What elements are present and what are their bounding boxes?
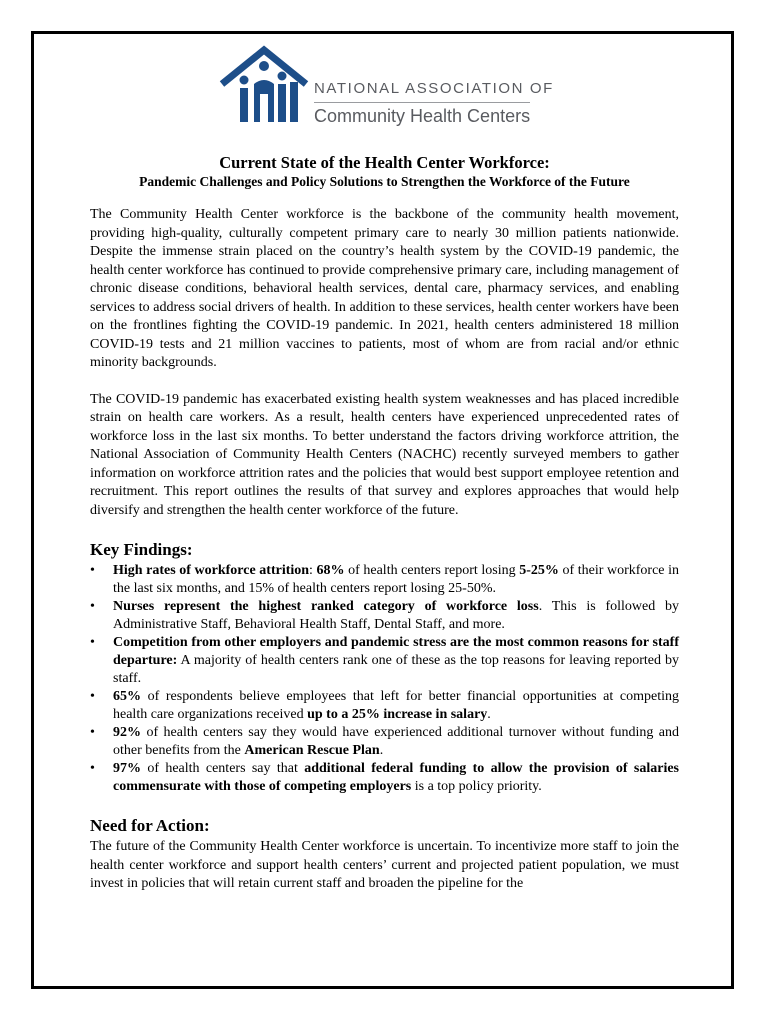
document-body	[90, 153, 679, 894]
list-item: • 92% of health centers say they would have experienced additional turnover without funding and other benefits from the American Rescue Plan.	[90, 724, 679, 760]
page-title: Current State of the Health Center Workforce:	[219, 153, 550, 172]
logo-line-1: NATIONAL ASSOCIATION OF	[314, 80, 554, 97]
list-item: • Nurses represent the highest ranked category of workforce loss. This is followed by Administrative Staff, Behavioral Health Staff, Dental Staff, and more.	[90, 598, 679, 634]
list-item: • 97% of health centers say that additional federal funding to allow the provision of salaries commensurate with those of competing employers is a top policy priority.	[90, 760, 679, 796]
need-for-action-heading: Need for Action:	[90, 816, 210, 835]
nachc-logo	[218, 44, 554, 130]
key-findings-list	[90, 562, 679, 796]
house-family-icon	[218, 44, 310, 130]
intro-paragraph: The Community Health Center workforce is the backbone of the community health movement, providing high-quality, culturally competent primary care to nearly 30 million patients nationwide. Despite the immense strain placed on the country’s health system by the COVID-19 pandemic, the health center workforce has continued to provide comprehensive primary care, including management of chronic disease conditions, behavioral health services, dental care, pharmacy services, and enabling services to address social drivers of health. In addition to these services, health center workers have been on the frontlines fighting the COVID-19 pandemic. In 2021, health centers administered 18 million COVID-19 tests and 21 million vaccines to patients, most of whom are from racial and/or ethnic minority backgrounds.	[90, 207, 679, 370]
list-item: • 65% of respondents believe employees that left for better financial opportunities at competing health care organizations received up to a 25% increase in salary.	[90, 688, 679, 724]
logo-divider	[314, 102, 530, 103]
key-findings-heading: Key Findings:	[90, 540, 193, 559]
list-item: • High rates of workforce attrition: 68% of health centers report losing 5-25% of their workforce in the last six months, and 15% of health centers report losing 25-50%.	[90, 562, 679, 598]
logo-line-2: Community Health Centers	[314, 106, 531, 126]
need-for-action-paragraph: The future of the Community Health Center workforce is uncertain. To incentivize more staff to join the health center workforce and support health centers’ current and projected patient population, we must invest in policies that will retain current staff and broaden the pipeline for the	[90, 839, 679, 891]
list-item: • Competition from other employers and pandemic stress are the most common reasons for staff departure: A majority of health centers rank one of these as the top reasons for leaving reported by staff.	[90, 634, 679, 688]
context-paragraph: The COVID-19 pandemic has exacerbated existing health system weaknesses and has placed incredible strain on health care workers. As a result, health centers have experienced unprecedented rates of workforce loss in the last six months. To better understand the factors driving workforce attrition, the National Association of Community Health Centers (NACHC) recently surveyed members to gather information on workforce attrition rates and the policies that would best support employee retention and recruitment. This report outlines the results of that survey and explores approaches that would help diversify and strengthen the health center workforce of the future.	[90, 391, 679, 518]
page-subtitle: Pandemic Challenges and Policy Solutions to Strengthen the Workforce of the Future	[139, 174, 630, 189]
